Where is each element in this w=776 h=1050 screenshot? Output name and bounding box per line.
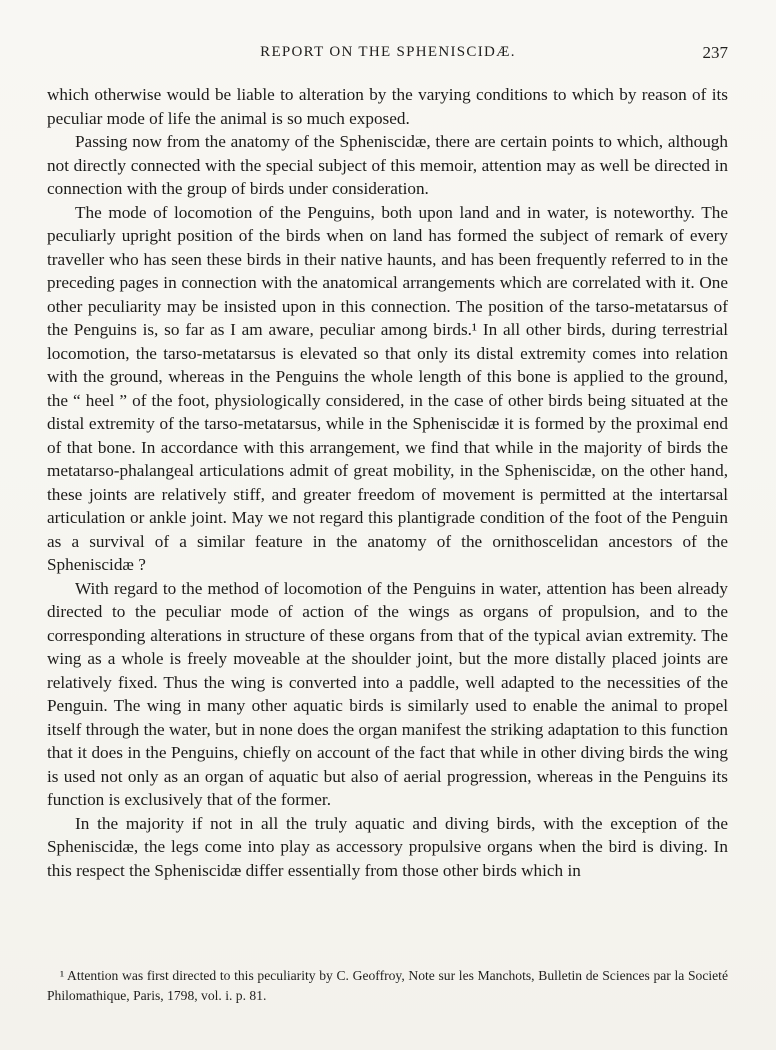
page-header — [48, 44, 728, 66]
body-text — [47, 83, 728, 882]
running-title: REPORT ON THE SPHENISCIDÆ. — [260, 44, 516, 60]
paragraph: The mode of locomotion of the Penguins, both upon land and in water, is noteworthy. The peculiarly upright position of the birds when on land has formed the subject of remark of every traveller who has seen these birds in their native haunts, and has been frequently referred to in the preceding pages in connection with the anatomical arrangements which are correlated with it. One other peculiarity may be insisted upon in this connection. The position of the tarso-metatarsus of the Penguins is, so far as I am aware, peculiar among birds.¹ In all other birds, during terrestrial locomotion, the tarso-metatarsus is elevated so that only its distal extremity comes into relation with the ground, whereas in the Penguins the whole length of this bone is applied to the ground, the “ heel ” of the foot, physiologically considered, in the case of other birds being situated at the distal extremity of the tarso-metatarsus, while in the Spheniscidæ it is formed by the proximal end of that bone. In accordance with this arrangement, we find that while in the majority of birds the metatarso-phalangeal articulations admit of great mobility, in the Spheniscidæ, on the other hand, these joints are relatively stiff, and greater freedom of movement is permitted at the intertarsal articulation or ankle joint. May we not regard this plantigrade condition of the foot of the Penguin as a survival of a similar feature in the anatomy of the ornithoscelidan ancestors of the Spheniscidæ ? — [47, 202, 728, 574]
paragraph: With regard to the method of locomotion of the Penguins in water, attention has been already directed to the peculiar mode of action of the wings as organs of propulsion, and to the corresponding alterations in structure of these organs from that of the typical avian extremity. The wing as a whole is freely moveable at the shoulder joint, but the more distally placed joints are relatively fixed. Thus the wing is converted into a paddle, well adapted to the necessities of the Penguin. The wing in many other aquatic birds is similarly used to enable the animal to propel itself through the water, but in none does the organ manifest the striking adaptation to this function that it does in the Penguins, chiefly on account of the fact that while in other diving birds the wing is used not only as an organ of aquatic but also of aerial progression, whereas in the Penguins its function is exclusively that of the former. — [47, 578, 728, 809]
footnote: ¹ Attention was first directed to this peculiarity by C. Geoffroy, Note sur les Manchots, Bulletin de Sciences par la Societé Philomathique, Paris, 1798, vol. i. p. 81. — [47, 967, 728, 1003]
paragraph: Passing now from the anatomy of the Spheniscidæ, there are certain points to which, although not directly connected with the special subject of this memoir, attention may as well be directed in connection with the group of birds under consideration. — [47, 132, 728, 198]
paragraph: In the majority if not in all the truly aquatic and diving birds, with the exception of the Spheniscidæ, the legs come into play as accessory propulsive organs when the bird is diving. In this respect the Spheniscidæ differ essentially from those other birds which in — [47, 813, 728, 880]
paragraph-continuation: which otherwise would be liable to alteration by the varying conditions to which by reason of its peculiar mode of life the animal is so much exposed. — [47, 85, 728, 128]
page-number: 237 — [702, 43, 728, 62]
